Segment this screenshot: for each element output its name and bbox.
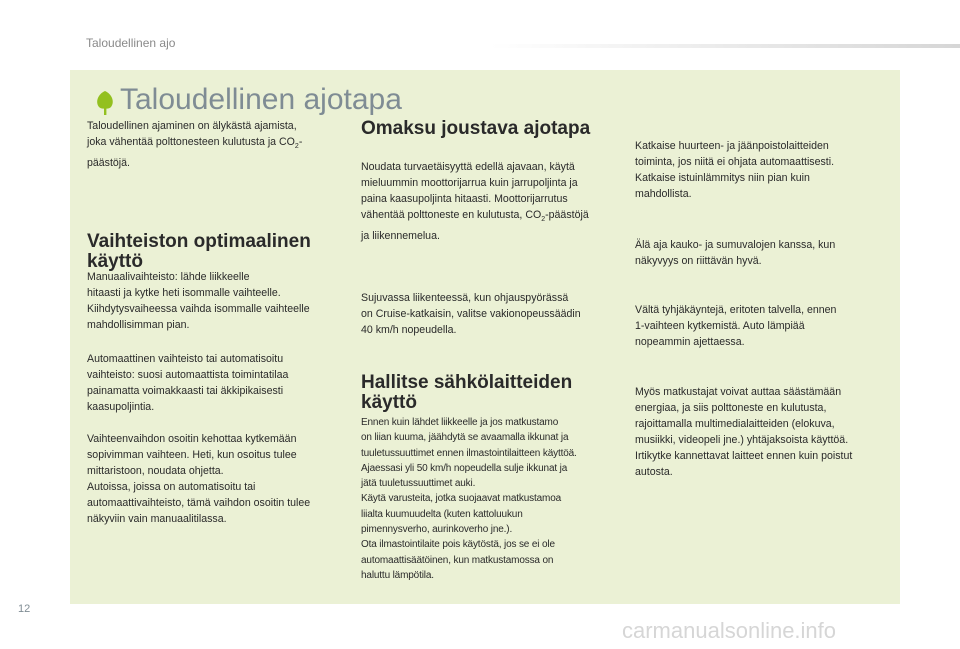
text-line: kaasupoljintia. — [87, 401, 155, 413]
header-divider — [490, 44, 960, 48]
text-line: Kiihdytysvaiheessa vaihda isommalle vaihteelle — [87, 303, 310, 315]
electrical-heading — [361, 373, 572, 413]
watermark: carmanualsonline.info — [622, 618, 837, 643]
text-line: Noudata turvaetäisyyttä edellä ajavaan, käytä — [361, 161, 575, 173]
text-line: Katkaise huurteen- ja jäänpoistolaitteiden — [635, 140, 829, 152]
electrical-text — [361, 415, 629, 583]
text-line: on liian kuuma, jäähdytä se avaamalla ikkunat ja — [361, 432, 569, 444]
text-line: Katkaise istuinlämmitys niin pian kuin — [635, 172, 810, 184]
text-line: mahdollisimman pian. — [87, 319, 190, 331]
text-line: musiikki, videopeli jne.) yhtäjaksoista käyttöä. — [635, 434, 849, 446]
text-line: automaattisäätöinen, kun matkustamossa on — [361, 554, 554, 566]
text-line: energiaa, ja siis polttoneste en kulutusta, — [635, 402, 827, 414]
text-fragment: vähentää polttoneste en kulutusta, CO — [361, 209, 542, 221]
text-line: 1-vaihteen kytkemistä. Auto lämpiää — [635, 320, 805, 332]
text-line: autosta. — [635, 466, 673, 478]
lights-tip — [635, 237, 895, 269]
text-line: Vältä tyhjäkäyntejä, eritoten talvella, ennen — [635, 304, 837, 316]
text-line: automaattivaihteisto, tämä vaihdon osoitin tulee — [87, 497, 311, 509]
defrost-tip — [635, 138, 895, 202]
gear-automatic-text — [87, 351, 347, 415]
text-line: vaihteisto: suosi automaattista toimintatilaa — [87, 369, 289, 381]
text-line: rajoittamalla multimedialaitteiden (elokuva, — [635, 418, 835, 430]
gear-heading-line: Vaihteiston optimaalinen — [87, 231, 311, 252]
text-line: sopivimman vaihteen. Heti, kun osoitus tulee — [87, 449, 297, 461]
leaf-icon — [95, 90, 115, 116]
text-line: mittaristoon, noudata ohjetta. — [87, 465, 224, 477]
text-line: Ajaessasi yli 50 km/h nopeudella sulje ikkunat ja — [361, 462, 568, 474]
text-line: näkyvyys on riittävän hyvä. — [635, 255, 762, 267]
text-line: Autoissa, joissa on automatisoitu tai — [87, 481, 256, 493]
flexible-text — [361, 159, 623, 244]
text-line: liialta kuumuudelta (kuten kattoluukun — [361, 508, 523, 520]
text-line: Automaattinen vaihteisto tai automatisoitu — [87, 353, 284, 365]
text-line: pimennysverho, aurinkoverho jne.). — [361, 524, 513, 536]
gear-indicator-text — [87, 431, 347, 527]
electrical-heading-line: käyttö — [361, 392, 417, 413]
text-line: nopeammin ajettaessa. — [635, 336, 745, 348]
header-section-title: Taloudellinen ajo — [86, 36, 176, 50]
text-line: tuuletussuuttimet ennen ilmastointilaitteen käyttöä. — [361, 447, 577, 459]
gear-heading-line: käyttö — [87, 251, 143, 272]
page-title: Taloudellinen ajotapa — [120, 83, 402, 116]
text-line: Ennen kuin lähdet liikkeelle ja jos matkustamo — [361, 417, 559, 428]
text-line: hitaasti ja kytke heti isommalle vaihteelle. — [87, 287, 281, 299]
text-line: Älä aja kauko- ja sumuvalojen kanssa, kun — [635, 239, 836, 251]
text-line: Manuaalivaihteisto: lähde liikkeelle — [87, 271, 250, 283]
text-line: Ota ilmastointilaite pois käytöstä, jos se ei ole — [361, 539, 555, 551]
text-line: on Cruise-katkaisin, valitse vakionopeussäädin — [361, 308, 581, 320]
flexible-heading: Omaksu joustava ajotapa — [361, 118, 591, 139]
text-line: haluttu lämpötila. — [361, 569, 434, 581]
intro-text: Taloudellinen ajaminen on älykästä ajamista, joka vähentää polttonesteen kulutusta ja $CO_2-$ päästöjä. — [87, 120, 303, 170]
cruise-text — [361, 290, 623, 338]
text-line: Vaihteenvaihdon osoitin kehottaa kytkemään — [87, 433, 297, 445]
text-line: näkyviin vain manuaalitilassa. — [87, 513, 227, 525]
text-line — [361, 207, 623, 228]
passengers-tip — [635, 384, 897, 480]
text-line: mieluummin moottorijarrua kuin jarrupoljinta ja — [361, 177, 578, 189]
idling-tip — [635, 302, 895, 350]
text-line: Myös matkustajat voivat auttaa säästämään — [635, 386, 842, 398]
text-line: painamatta voimakkaasti tai äkkipikaisesti — [87, 385, 284, 397]
page-number: 12 — [18, 603, 31, 615]
text-line: mahdollista. — [635, 188, 692, 200]
text-fragment: -päästöjä — [545, 209, 589, 221]
text-line: Sujuvassa liikenteessä, kun ohjauspyörässä — [361, 292, 569, 304]
text-line: Käytä varusteita, jotka suojaavat matkustamoa — [361, 493, 562, 505]
subscript: 2 — [541, 216, 546, 224]
text-line: jätä tuuletussuuttimet auki. — [361, 478, 476, 490]
text-line: paina kaasupoljinta hitaasti. Moottorijarrutus — [361, 193, 568, 205]
electrical-heading-line: Hallitse sähkölaitteiden — [361, 372, 573, 393]
text-line: Irtikytke kannettavat laitteet ennen kuin poistut — [635, 450, 853, 462]
gear-manual-text — [87, 269, 347, 333]
text-line: toiminta, jos niitä ei ohjata automaattisesti. — [635, 156, 835, 168]
text-line: ja liikennemelua. — [361, 230, 440, 243]
gear-heading — [87, 232, 311, 272]
text-line: 40 km/h nopeudella. — [361, 324, 457, 336]
